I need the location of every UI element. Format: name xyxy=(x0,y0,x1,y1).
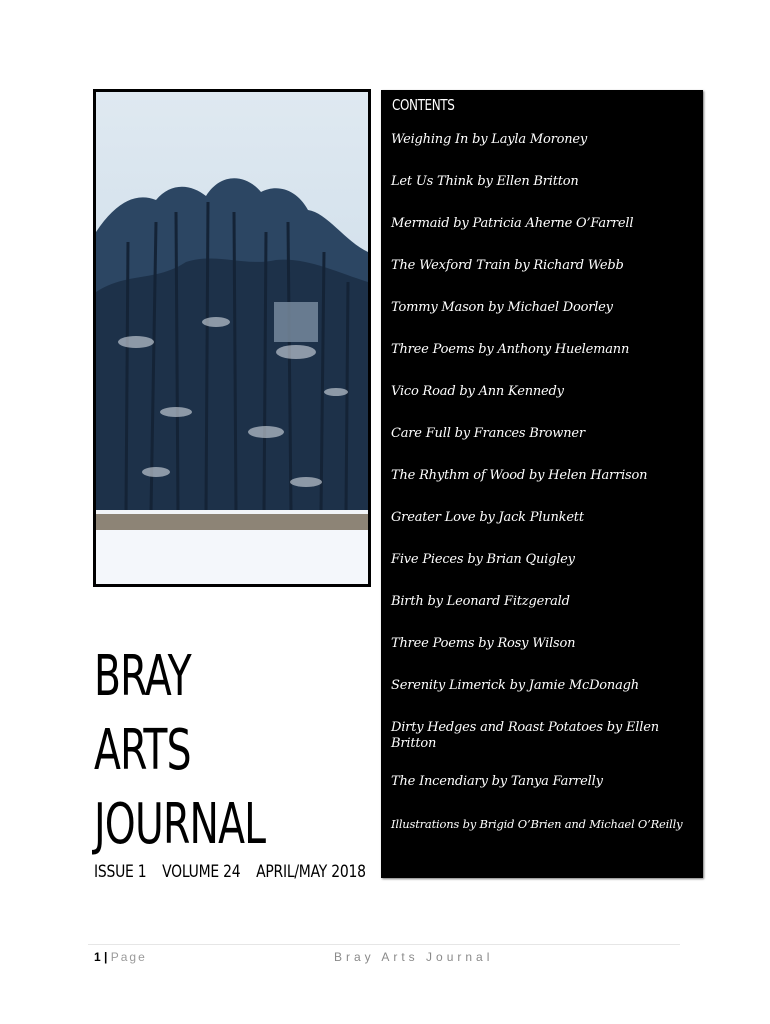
contents-item: The Wexford Train by Richard Webb xyxy=(391,258,624,273)
volume-number: VOLUME 24 xyxy=(162,862,241,882)
issue-info xyxy=(94,862,377,882)
contents-item: Mermaid by Patricia Aherne O’Farrell xyxy=(391,216,634,231)
contents-item: Dirty Hedges and Roast Potatoes by Ellen Britton xyxy=(391,720,659,751)
contents-panel xyxy=(381,90,703,878)
contents-item: The Incendiary by Tanya Farrelly xyxy=(391,774,603,789)
contents-item: Greater Love by Jack Plunkett xyxy=(391,510,584,525)
contents-item: Three Poems by Anthony Huelemann xyxy=(391,342,630,357)
issue-date: APRIL/MAY 2018 xyxy=(256,862,366,882)
page-label: Page xyxy=(110,950,147,964)
contents-item: Birth by Leonard Fitzgerald xyxy=(391,594,570,609)
masthead-line-journal: JOURNAL xyxy=(94,792,266,857)
contents-title: CONTENTS xyxy=(392,96,455,114)
masthead-line-arts: ARTS xyxy=(94,718,191,783)
contents-item: Vico Road by Ann Kennedy xyxy=(391,384,564,399)
journal-masthead xyxy=(94,640,364,862)
contents-item: Three Poems by Rosy Wilson xyxy=(391,636,576,651)
contents-item: Five Pieces by Brian Quigley xyxy=(391,552,575,567)
contents-item: Let Us Think by Ellen Britton xyxy=(391,174,579,189)
cover-illustration xyxy=(93,89,371,587)
contents-item: Weighing In by Layla Moroney xyxy=(391,132,588,147)
page-footer xyxy=(94,950,684,964)
masthead-line-bray: BRAY xyxy=(94,644,191,709)
issue-number: ISSUE 1 xyxy=(94,862,147,882)
footer-divider xyxy=(88,944,680,945)
contents-item: Illustrations by Brigid O’Brien and Michael O’Reilly xyxy=(391,817,683,831)
contents-item: Tommy Mason by Michael Doorley xyxy=(391,300,613,315)
footer-journal-name: Bray Arts Journal xyxy=(334,950,494,964)
contents-item: The Rhythm of Wood by Helen Harrison xyxy=(391,468,648,483)
contents-list xyxy=(391,132,701,858)
winter-trees-illustration-icon xyxy=(96,92,368,584)
page-number: 1 xyxy=(94,950,101,964)
contents-item: Serenity Limerick by Jamie McDonagh xyxy=(391,678,639,693)
contents-item: Care Full by Frances Browner xyxy=(391,426,585,441)
footer-separator: | xyxy=(104,950,108,964)
